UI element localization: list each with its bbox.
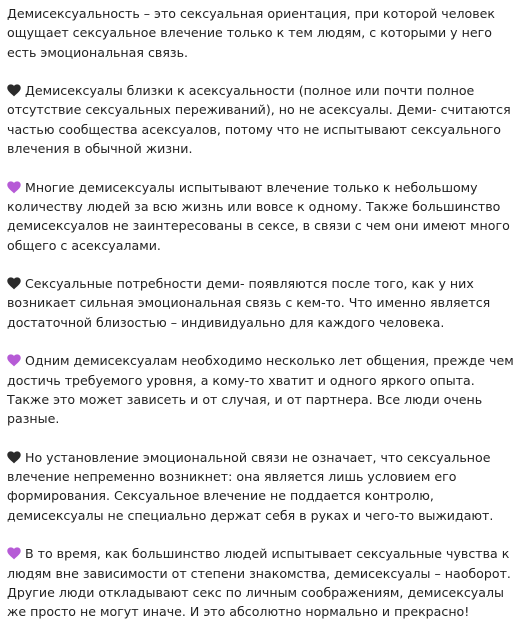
paragraph-needs xyxy=(7,274,518,332)
paragraph-text: Одним демисексуалам необходимо несколько лет общения, прежде чем достичь требуемого уровня, а кому-то хватит и одного яркого опыта. Также это может зависеть и от случая, и от партнера. Все люди очень разные. xyxy=(7,353,514,427)
paragraph-attraction xyxy=(7,178,518,255)
paragraph-text: Демисексуальность – это сексуальная ориентация, при которой человек ощущает сексуальное влечение только к тем людям, с которыми у него есть эмоциональная связь. xyxy=(7,6,496,60)
heart-shape xyxy=(7,355,20,367)
heart-shape xyxy=(7,451,20,463)
paragraph-definition xyxy=(7,4,518,62)
black-heart-icon xyxy=(7,451,21,464)
paragraph-text: Многие демисексуалы испытывают влечение только к небольшому количеству людей за всю жизнь или вовсе к одному. Также большинство демисексуалов не заинтересованы в сексе, в связи с чем они имеют много общего с асексуалами. xyxy=(7,179,510,253)
paragraph-text: Демисексуалы близки к асексуальности (полное или почти полное отсутствие сексуальных переживаний), но не асексуалы. Деми- считаются частью сообщества асексуалов, потому что не испытывают сексуального влечения в обычной жизни. xyxy=(7,83,511,157)
heart-shape xyxy=(7,548,20,560)
paragraph-control xyxy=(7,448,518,525)
paragraph-text: Сексуальные потребности деми- появляются после того, как у них возникает сильная эмоциональная связь с кем-то. Что именно является достаточной близостью – индивидуально для каждого человека. xyxy=(7,276,491,330)
purple-heart-icon xyxy=(7,181,21,194)
heart-shape xyxy=(7,278,20,290)
paragraph-text: В то время, как большинство людей испытывает сексуальные чувства к людям вне зависимости от степени знакомства, демисексуалы – наоборот. Другие люди откладывают секс по личным соображениям, демисексуалы же просто не могут иначе. И это абсолютно нормально и прекрасно! xyxy=(7,546,511,620)
black-heart-icon xyxy=(7,277,21,290)
paragraph-conclusion xyxy=(7,544,518,621)
purple-heart-icon xyxy=(7,547,21,560)
paragraph-asexuality xyxy=(7,81,518,158)
purple-heart-icon xyxy=(7,354,21,367)
paragraph-text: Но установление эмоциональной связи не означает, что сексуальное влечение непременно возникнет: она является лишь условием его формирования. Сексуальное влечение не поддается контролю, демисексуалы не специально держат себя в руках и чего-то выжидают. xyxy=(7,449,494,523)
heart-shape xyxy=(7,85,20,97)
black-heart-icon xyxy=(7,84,21,97)
heart-shape xyxy=(7,181,20,193)
paragraph-time xyxy=(7,351,518,428)
